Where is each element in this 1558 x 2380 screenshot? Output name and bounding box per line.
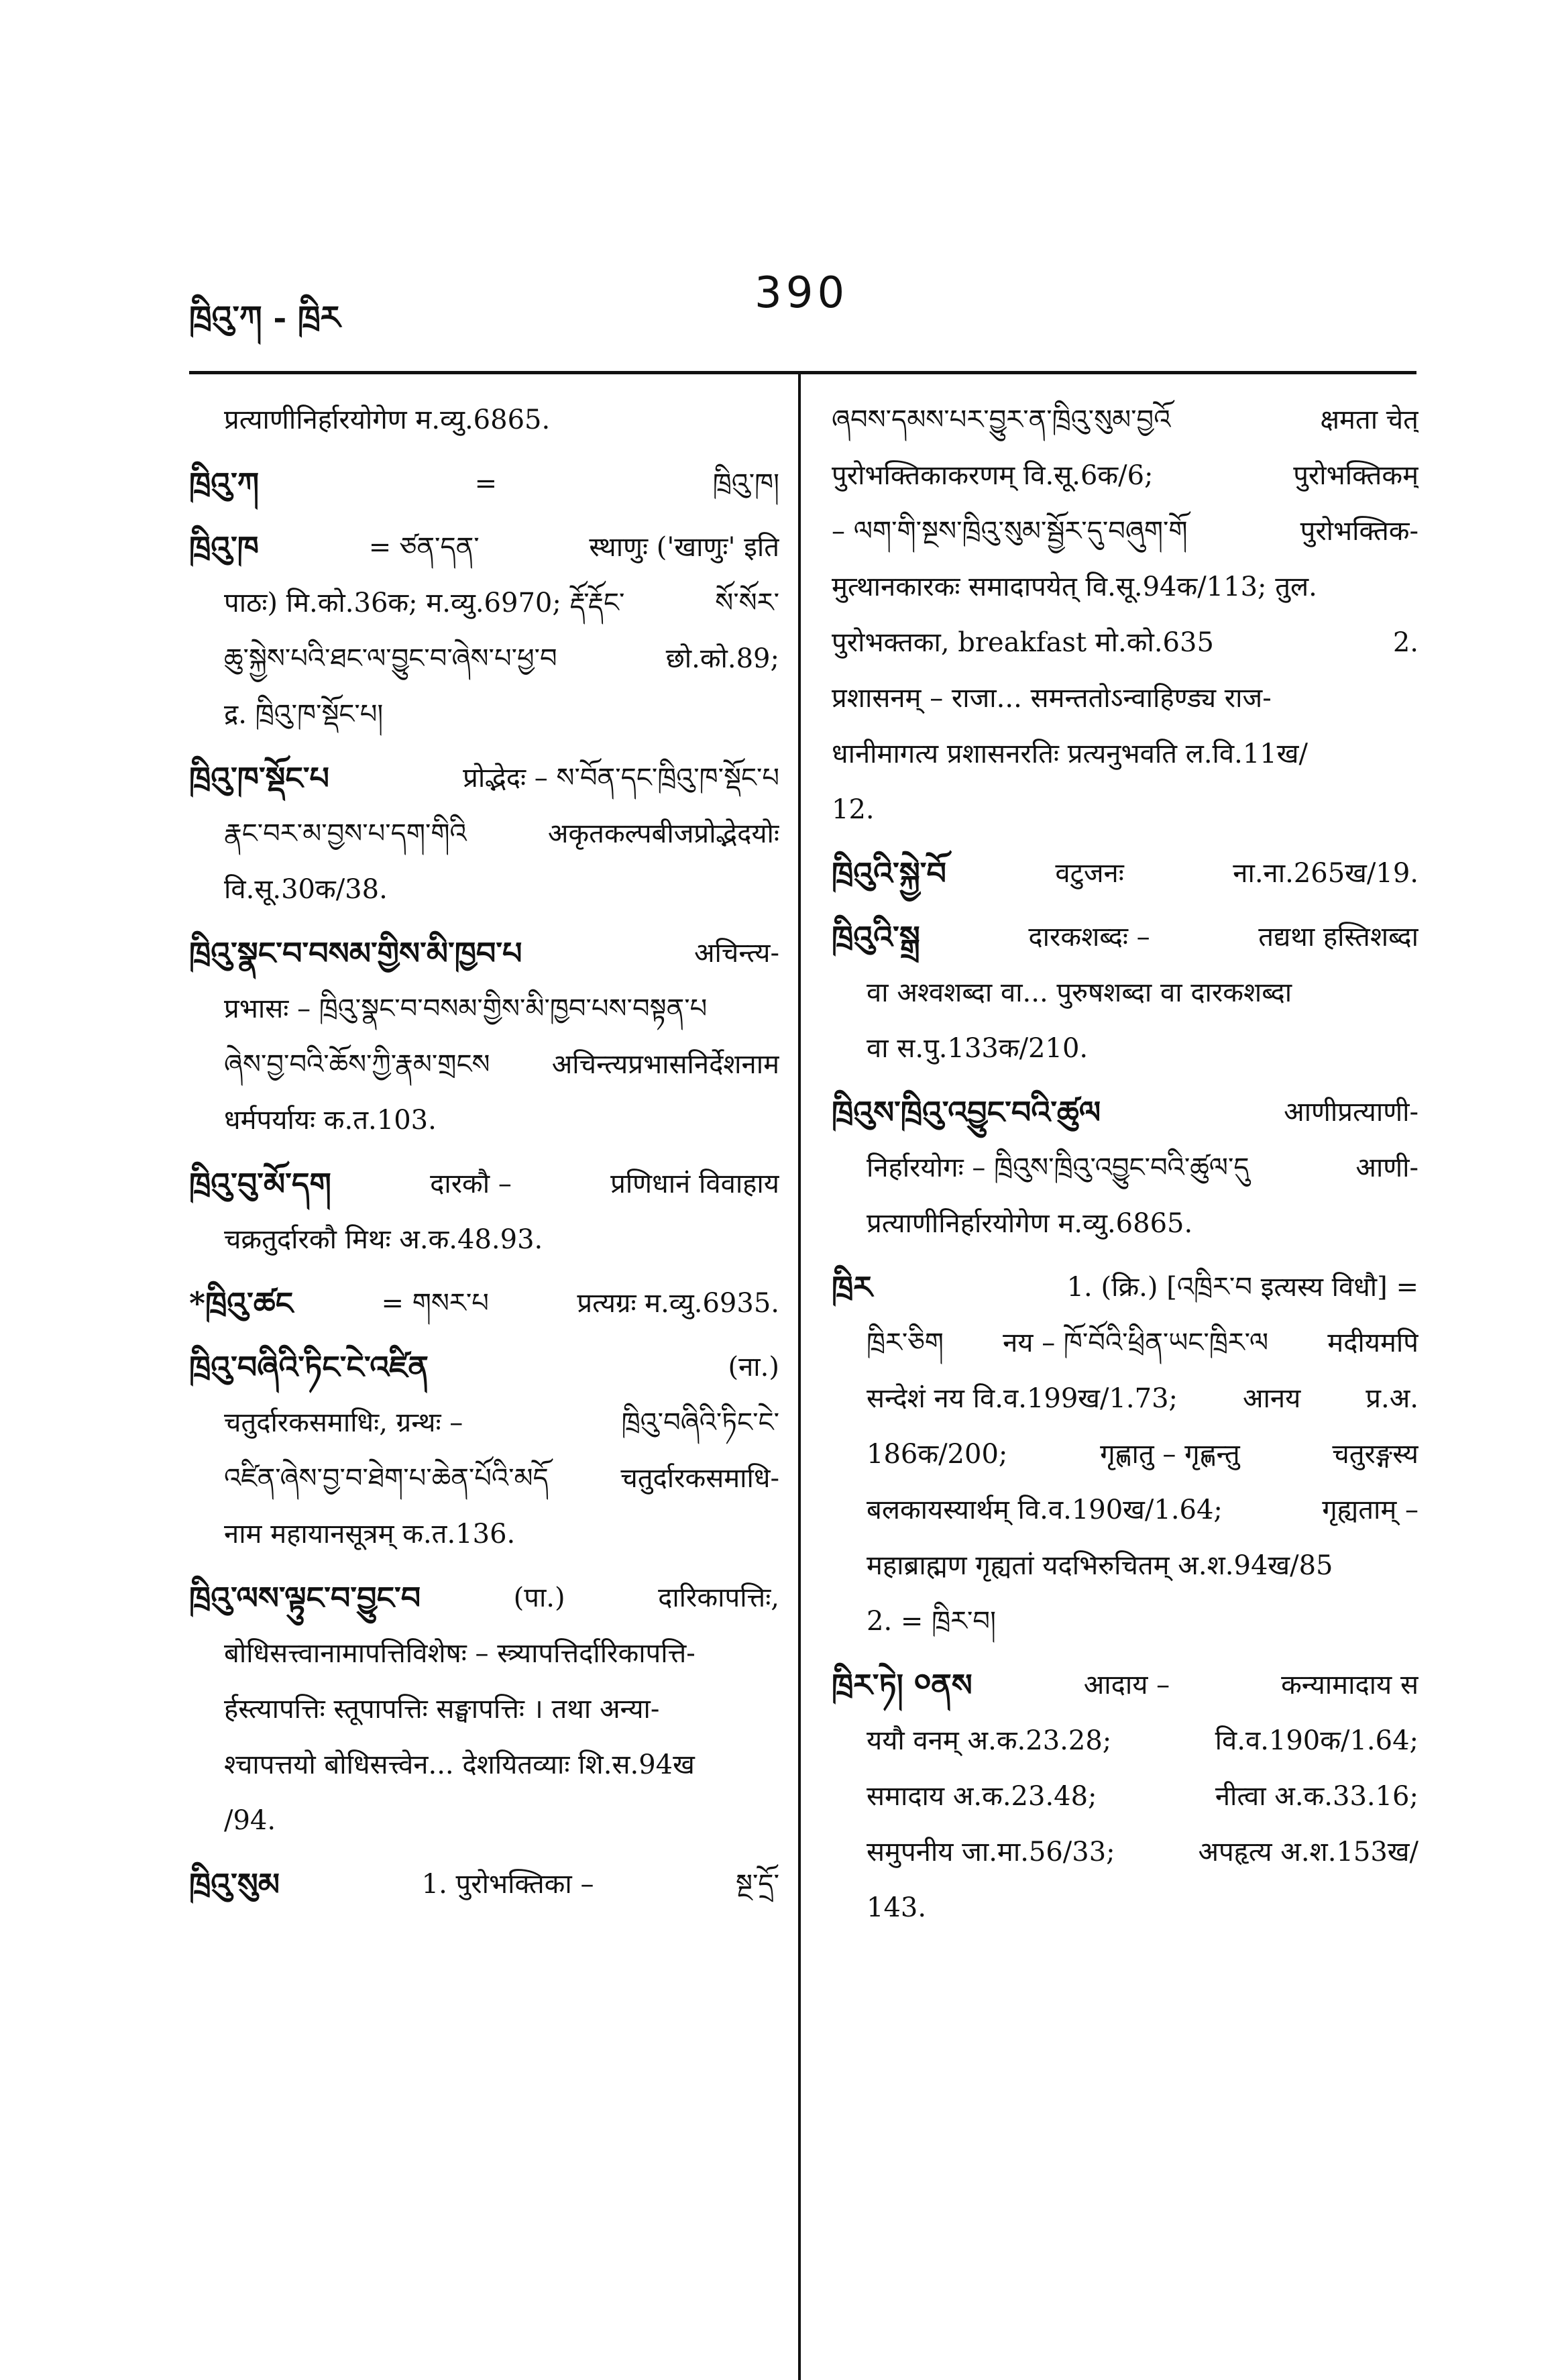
headword: ཁྲིའུས་ཁྲིའུ་འབྱུང་བའི་ཚུལ	[832, 1094, 1101, 1130]
headword: ཁྲིའུའི་སྒྲ	[832, 919, 920, 955]
headword: ཁྲིའུ་སྣང་བ་བསམ་གྱིས་མི་ཁྱབ་པ	[189, 935, 522, 971]
text-segment: प्रणिधानं विवाहाय	[610, 1169, 779, 1199]
text-segment: སྔ་དྲོ་	[736, 1869, 779, 1900]
column-divider	[798, 374, 801, 2380]
text-segment: दारकौ –	[430, 1169, 512, 1199]
text-segment: ཁྲིའུ་ཁ།	[712, 468, 779, 499]
text-segment: ཁྲིར་ཅིག	[867, 1328, 944, 1358]
text-segment: अचिन्त्यप्रभासनिर्देशनाम	[551, 1049, 779, 1080]
page-number: 390	[755, 268, 849, 318]
text-segment: र्हस्त्यापत्तिः स्तूपापत्तिः सङ्घापत्तिः । तथा अन्या-	[224, 1694, 660, 1725]
text-line	[189, 806, 779, 862]
text-segment: 143.	[867, 1892, 927, 1923]
text-line	[832, 1085, 1418, 1140]
headword: ཁྲིའུ་བུ་མོ་དག	[189, 1166, 331, 1202]
text-segment: 2. = ཁྲིར་བ།	[867, 1606, 996, 1637]
text-segment: अचिन्त्य-	[694, 938, 779, 969]
text-segment: 1. पुरोभक्तिका –	[421, 1869, 594, 1900]
text-line	[189, 926, 779, 981]
text-line	[832, 1427, 1418, 1482]
running-head: ཁྲིའུ་ཀ - ཁྲིར	[189, 299, 341, 337]
text-segment: आनय	[1243, 1383, 1301, 1414]
text-segment: समादाय अ.क.23.48;	[867, 1781, 1097, 1812]
text-segment: पुरोभक्तिकाकरणम् वि.सू.6क/6;	[832, 460, 1154, 491]
headword: ཁྲིའུ་ལས་ལྟུང་བ་བྱུང་བ	[189, 1580, 421, 1616]
text-segment: འཛིན་ཞེས་བྱ་བ་ཐེག་པ་ཆེན་པོའི་མདོ	[224, 1463, 549, 1494]
text-line	[832, 1594, 1418, 1649]
text-line	[832, 1658, 1418, 1713]
text-line	[189, 456, 779, 512]
text-line	[832, 1538, 1418, 1594]
text-line	[832, 1482, 1418, 1538]
text-line	[189, 1857, 779, 1912]
text-segment: 12.	[832, 794, 875, 825]
headword: *ཁྲིའུ་ཚང	[189, 1285, 294, 1321]
text-segment: चतुर्दारकसमाधि-	[620, 1463, 779, 1494]
text-line	[189, 1737, 779, 1793]
text-line	[832, 1140, 1418, 1196]
text-line	[189, 631, 779, 687]
text-line	[832, 782, 1418, 838]
text-line	[832, 1825, 1418, 1880]
text-line	[832, 846, 1418, 902]
headword: ཁྲིའུའི་སྐྱེ་བོ	[832, 855, 946, 891]
text-line	[189, 1276, 779, 1332]
text-line	[832, 559, 1418, 615]
text-segment: वि.सू.30क/38.	[224, 874, 388, 905]
text-line	[189, 1340, 779, 1395]
text-segment: ཆུ་སྐྱེས་པའི་ཐང་ལ་བྱུང་བ་ཞེས་པ་ཕྱ་བ	[224, 643, 557, 674]
text-segment: वा अश्वशब्दा वा... पुरुषशब्दा वा दारकशब्दा	[867, 977, 1292, 1008]
text-line	[189, 1626, 779, 1682]
text-segment: ཞབས་དམས་པར་བྱུར་ན་ཁྲིའུ་སུམ་བྱའོ	[832, 404, 1171, 435]
text-segment: प्रत्यग्रः म.व्यु.6935.	[577, 1288, 779, 1319]
text-segment: प्रत्याणीनिर्हारयोगेण म.व्यु.6865.	[224, 404, 551, 435]
text-line	[189, 1793, 779, 1849]
text-segment: 186क/200;	[867, 1439, 1008, 1470]
headword: ཁྲིའུ་སུམ	[189, 1866, 280, 1902]
text-segment: पुरोभक्तका, breakfast मो.को.635	[832, 627, 1214, 658]
text-segment: गृह्यताम् –	[1322, 1495, 1418, 1525]
text-segment: རྣང་བར་མ་བྱས་པ་དག་གིའི	[224, 818, 467, 849]
text-segment: 1. (क्रि.) [འཁྲིར་བ इत्यस्य विधौ] =	[1066, 1272, 1418, 1303]
text-line	[189, 981, 779, 1037]
text-segment: = གསར་པ	[381, 1288, 489, 1319]
text-line	[832, 671, 1418, 726]
text-line	[832, 1371, 1418, 1427]
text-line	[189, 751, 779, 806]
text-line	[189, 1212, 779, 1268]
text-line	[832, 615, 1418, 671]
text-segment: (पा.)	[513, 1582, 565, 1613]
text-line	[189, 1093, 779, 1148]
text-segment: क्षमता चेत्	[1320, 404, 1418, 435]
text-segment: दारकशब्दः –	[1028, 922, 1150, 953]
text-segment: चतुर्दारकसमाधिः, ग्रन्थः –	[224, 1407, 463, 1438]
text-line	[189, 520, 779, 576]
text-segment: पाठः) मि.को.36क; म.व्यु.6970; རྡོ་རྡོང་	[224, 588, 625, 618]
text-segment: प्रशासनम् – राजा... समन्ततोऽन्वाहिण्ड्य राज-	[832, 683, 1272, 714]
text-line	[832, 1713, 1418, 1769]
headword: ཁྲིར་ཏེ། ༠ནས	[832, 1667, 972, 1703]
headword: ཁྲིའུ་ཀ	[189, 466, 260, 502]
text-segment: =	[474, 468, 498, 499]
text-segment: कन्यामादाय स	[1281, 1670, 1418, 1700]
text-segment: (ना.)	[728, 1352, 779, 1383]
headword: ཁྲིའུ་བཞིའི་ཏིང་ངེ་འཛིན	[189, 1349, 429, 1385]
left-column	[189, 392, 779, 1912]
text-line	[832, 1260, 1418, 1315]
text-segment: प्र.अ.	[1366, 1383, 1418, 1414]
text-line	[189, 576, 779, 631]
text-segment: सन्देशं नय वि.व.199ख/1.73;	[867, 1383, 1178, 1414]
text-segment: नय – ཁོ་བོའི་ཕྲིན་ཡང་ཁྲིར་ལ	[1003, 1328, 1269, 1358]
text-segment: = ཙན་དན་	[368, 532, 480, 563]
text-line	[189, 1037, 779, 1093]
headword: ཁྲིར	[832, 1269, 873, 1305]
text-segment: मदीयमपि	[1327, 1328, 1418, 1358]
text-segment: ཁྲིའུ་བཞིའི་ཏིང་ངེ་	[621, 1407, 779, 1438]
header-rule	[189, 371, 1416, 374]
text-segment: चक्रतुर्दारकौ मिथः अ.क.48.93.	[224, 1224, 543, 1255]
text-segment: बोधिसत्त्वानामापत्तिविशेषः – स्त्र्यापत्तिर्दारिकापत्ति-	[224, 1638, 695, 1669]
text-segment: दारिकापत्तिः,	[658, 1582, 779, 1613]
text-segment: वटुजनः	[1055, 858, 1124, 889]
text-segment: अकृतकल्पबीजप्रोद्भेदयोः	[547, 818, 779, 849]
text-line	[832, 1021, 1418, 1077]
text-segment: 2.	[1392, 627, 1418, 658]
text-segment: आणी-	[1355, 1152, 1418, 1183]
text-segment: तद्यथा हस्तिशब्दा	[1258, 922, 1418, 953]
text-line	[832, 448, 1418, 504]
text-segment: नाम महायानसूत्रम् क.त.136.	[224, 1519, 516, 1550]
text-segment: समुपनीय जा.मा.56/33;	[867, 1837, 1115, 1868]
text-segment: प्रोद्भेदः – ས་བོན་དང་ཁྲིའུ་ཁ་སྡོང་པ	[463, 763, 779, 794]
text-segment: द्र. ཁྲིའུ་ཁ་སྡོང་པ།	[224, 699, 384, 730]
text-line	[189, 1570, 779, 1626]
text-segment: पुरोभक्तिक-	[1300, 516, 1418, 547]
text-segment: स्थाणुः ('खाणुः' इति	[589, 532, 779, 563]
text-segment: चतुरङ्गस्य	[1332, 1439, 1418, 1470]
text-line	[832, 1880, 1418, 1936]
text-segment: मुत्थानकारकः समादापयेत् वि.सू.94क/113; तुल.	[832, 572, 1317, 602]
text-line	[189, 1395, 779, 1451]
text-segment: /94.	[224, 1805, 276, 1836]
text-segment: वि.व.190क/1.64;	[1215, 1725, 1418, 1756]
text-segment: ना.ना.265ख/19.	[1233, 858, 1418, 889]
headword: ཁྲིའུ་ཁ	[189, 529, 259, 565]
text-segment: बलकायस्यार्थम् वि.व.190ख/1.64;	[867, 1495, 1223, 1525]
text-segment: महाब्राह्मण गृह्यतां यदभिरुचितम् अ.श.94ख/85	[867, 1550, 1333, 1581]
text-segment: आदाय –	[1083, 1670, 1170, 1700]
text-segment: ययौ वनम् अ.क.23.28;	[867, 1725, 1112, 1756]
text-line	[189, 1156, 779, 1212]
text-line	[189, 1682, 779, 1737]
text-segment: प्रत्याणीनिर्हारयोगेण म.व्यु.6865.	[867, 1208, 1193, 1239]
text-segment: पुरोभक्तिकम्	[1293, 460, 1418, 491]
text-segment: धानीमागत्य प्रशासनरतिः प्रत्यनुभवति ल.वि.11ख/	[832, 739, 1308, 769]
text-line	[189, 392, 779, 448]
text-line	[832, 1769, 1418, 1825]
text-segment: ཞེས་བྱ་བའི་ཆོས་ཀྱི་རྣམ་གྲངས	[224, 1049, 490, 1080]
text-segment: སོ་སོར་	[715, 588, 779, 618]
text-line	[832, 726, 1418, 782]
text-line	[832, 504, 1418, 559]
text-segment: वा स.पु.133क/210.	[867, 1033, 1089, 1064]
text-segment: नीत्वा अ.क.33.16;	[1215, 1781, 1418, 1812]
text-segment: छो.को.89;	[665, 643, 779, 674]
text-segment: प्रभासः – ཁྲིའུ་སྣང་བ་བསམ་གྱིས་མི་ཁྱབ་པས་བསྟན་པ	[224, 993, 708, 1024]
text-segment: अपहृत्य अ.श.153ख/	[1198, 1837, 1418, 1868]
text-segment: निर्हारयोगः – ཁྲིའུས་ཁྲིའུ་འབྱུང་བའི་ཚུལ་དུ	[867, 1152, 1249, 1183]
text-segment: धर्मपर्यायः क.त.103.	[224, 1105, 437, 1136]
page-header	[189, 268, 1416, 342]
text-segment: श्चापत्तयो बोधिसत्त्वेन... देशयितव्याः शि.स.94ख	[224, 1749, 695, 1780]
text-line	[189, 687, 779, 743]
text-line	[832, 1315, 1418, 1371]
right-column	[832, 392, 1418, 1936]
text-segment: गृह्णातु – गृह्णन्तु	[1100, 1439, 1240, 1470]
text-line	[832, 392, 1418, 448]
text-line	[832, 1196, 1418, 1252]
text-line	[189, 1451, 779, 1507]
text-segment: – ལག་གི་སྔས་ཁྲིའུ་སུམ་སྦྱོར་དུ་བཞུག་གོ	[832, 516, 1188, 547]
text-line	[189, 1507, 779, 1562]
text-line	[189, 862, 779, 918]
text-line	[832, 965, 1418, 1021]
headword: ཁྲིའུ་ཁ་སྡོང་པ	[189, 760, 329, 796]
text-segment: आणीप्रत्याणी-	[1284, 1097, 1418, 1128]
text-line	[832, 910, 1418, 965]
